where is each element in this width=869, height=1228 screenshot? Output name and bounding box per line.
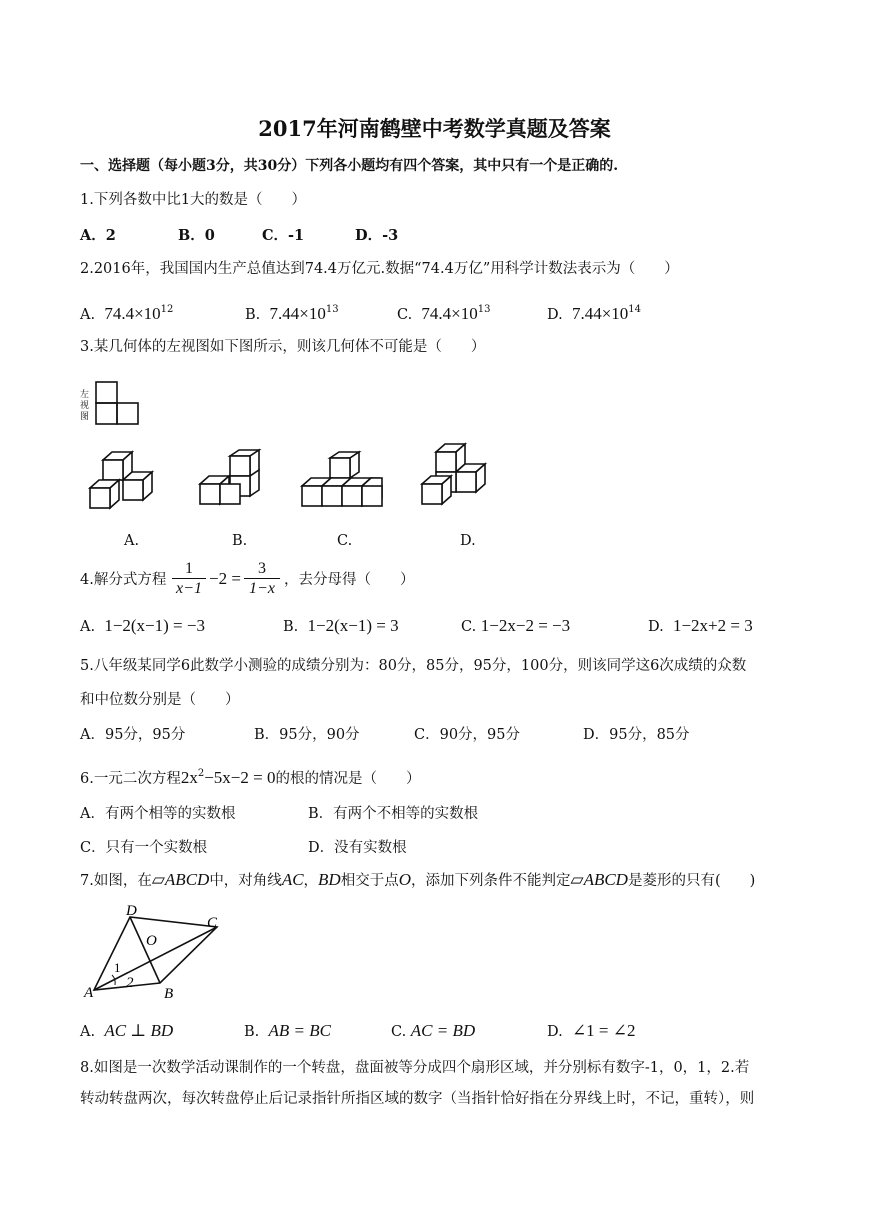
- q2-option-d: [547, 301, 641, 324]
- q1-option-b: B．0: [178, 227, 215, 244]
- q7-o: O: [398, 870, 411, 889]
- q7-text-4: ，添加下列条件不能判定: [411, 873, 571, 889]
- q6-eq-exp: 2: [197, 768, 205, 779]
- solid-a-figure: [88, 448, 158, 518]
- q4-option-c: [461, 617, 570, 636]
- q2-d-exp: 14: [628, 304, 642, 315]
- q1-option-a: A．2: [80, 227, 116, 244]
- q2-option-c: [397, 301, 490, 324]
- q4-a-label: A.: [80, 619, 96, 635]
- q7-option-d: [547, 1022, 636, 1041]
- q2-c-value: 74.4×10: [421, 304, 478, 323]
- q7-c-label: C.: [391, 1024, 407, 1040]
- q1-option-c: C．-1: [262, 227, 305, 244]
- question-6-stem: [80, 765, 420, 788]
- q7-abcd-1: ABCD: [164, 870, 210, 889]
- left-view-label: 左视图: [80, 390, 90, 422]
- question-5-stem-line1: 5.八年级某同学6此数学小测验的成绩分别为：80分，85分，95分，100分，则该同学这6次成绩的众数: [80, 658, 747, 674]
- q2-c-exp: 13: [477, 304, 491, 315]
- q4-fraction-1: [172, 560, 206, 599]
- q7-c-value: AC = BD: [410, 1021, 476, 1040]
- q7-ac: AC: [281, 870, 304, 889]
- q2-a-value: 74.4×10: [104, 304, 161, 323]
- q7-option-a: [80, 1022, 173, 1041]
- q7-d-value: ∠1 = ∠2: [571, 1021, 636, 1040]
- q7-comma: ，: [303, 873, 319, 889]
- q4-c-value: 1−2x−2 = −3: [480, 616, 571, 635]
- question-3-stem: 3.某几何体的左视图如下图所示，则该几何体不可能是（ ）: [80, 339, 486, 355]
- solid-d-figure: [420, 440, 495, 520]
- q4-c-label: C.: [461, 619, 477, 635]
- q7-a-value: AC ⊥ BD: [104, 1021, 174, 1040]
- q2-d-value: 7.44×10: [571, 304, 629, 323]
- q6-eq-a: 2x: [180, 768, 198, 787]
- q7-b-label: B.: [244, 1024, 260, 1040]
- point-a-label: A: [84, 985, 94, 1001]
- q2-b-exp: 13: [325, 304, 339, 315]
- q7-option-c: [391, 1022, 475, 1041]
- solid-b-label: B.: [232, 533, 248, 549]
- q4-middle: −2 =: [209, 569, 241, 588]
- question-7-stem: [80, 871, 755, 890]
- solid-a-label: A.: [124, 533, 140, 549]
- q2-a-label: A.: [80, 307, 96, 323]
- angle-1-label: 1: [114, 960, 121, 975]
- solid-c-figure: [300, 448, 390, 518]
- point-c-label: C: [207, 915, 218, 931]
- q2-c-label: C.: [397, 307, 413, 323]
- q4-b-label: B.: [283, 619, 299, 635]
- q4-option-a: [80, 617, 205, 636]
- q7-d-label: D.: [547, 1024, 563, 1040]
- q6-eq-b: −5x−2 = 0: [204, 768, 276, 787]
- q4-d-label: D.: [648, 619, 664, 635]
- point-b-label: B: [164, 986, 174, 1002]
- solid-b-figure: [198, 448, 268, 518]
- solid-d-label: D.: [460, 533, 476, 549]
- q6-stem-post: 的根的情况是（ ）: [275, 771, 421, 787]
- q5-option-b: B．95分，90分: [254, 727, 360, 743]
- q7-text-3: 相交于点: [340, 873, 399, 889]
- page-title: 2017年河南鹤壁中考数学真题及答案: [258, 116, 611, 141]
- point-d-label: D: [126, 903, 137, 919]
- q4-a-value: 1−2(x−1) = −3: [104, 616, 205, 635]
- q2-option-b: [245, 301, 339, 324]
- q7-text-2: 中，对角线: [209, 873, 282, 889]
- q5-option-c: C．90分，95分: [414, 727, 520, 743]
- solid-c-label: C.: [337, 533, 353, 549]
- question-8-line2: 转动转盘两次，每次转盘停止后记录指针所指区域的数字（当指针恰好指在分界线上时，不记，重转），则: [80, 1091, 755, 1107]
- parallelogram-symbol-2: ▱: [570, 870, 584, 889]
- question-2-stem: 2.2016年，我国国内生产总值达到74.4万亿元.数据“74.4万亿”用科学计数法表示为（ ）: [80, 261, 679, 277]
- q6-option-c: C．只有一个实数根: [80, 840, 208, 856]
- q5-option-d: D．95分，85分: [583, 727, 690, 743]
- q4-d-value: 1−2x+2 = 3: [672, 616, 753, 635]
- q6-option-d: D．没有实数根: [308, 840, 407, 856]
- q4-fraction-2: [244, 560, 280, 599]
- q4-b-value: 1−2(x−1) = 3: [307, 616, 399, 635]
- point-o-label: O: [146, 933, 157, 949]
- q6-stem-pre: 6.一元二次方程: [80, 771, 181, 787]
- q7-b-value: AB = BC: [268, 1021, 331, 1040]
- question-1-stem: 1.下列各数中比1大的数是（ ）: [80, 192, 307, 208]
- left-view-figure: [92, 380, 148, 430]
- q4-frac2-num: 3: [244, 560, 280, 579]
- q4-option-b: [283, 617, 399, 636]
- parallelogram-symbol: ▱: [151, 870, 165, 889]
- q2-b-label: B.: [245, 307, 261, 323]
- q7-bd: BD: [318, 870, 341, 889]
- q4-frac1-den: x−1: [176, 580, 202, 597]
- q1-option-d: D．-3: [355, 227, 399, 244]
- q4-frac1-num: 1: [172, 560, 206, 579]
- angle-2-label: 2: [126, 975, 134, 991]
- question-4-stem-post: ，去分母得（ ）: [284, 572, 415, 588]
- q2-d-label: D.: [547, 307, 563, 323]
- q7-text-1: 7.如图，在: [80, 873, 152, 889]
- q2-b-value: 7.44×10: [269, 304, 326, 323]
- section-heading: 一、选择题（每小题3分，共30分）下列各小题均有四个答案，其中只有一个是正确的.: [80, 158, 619, 174]
- q5-option-a: A．95分，95分: [80, 727, 186, 743]
- q2-option-a: [80, 301, 173, 324]
- rhombus-figure: [82, 905, 232, 1000]
- question-8-line1: 8.如图是一次数学活动课制作的一个转盘，盘面被等分成四个扇形区域，并分别标有数字-1，0，1，2.若: [80, 1060, 750, 1076]
- question-4-stem-pre: 4.解分式方程: [80, 572, 167, 588]
- q7-text-5: 是菱形的只有( ): [627, 873, 756, 889]
- q7-abcd-2: ABCD: [583, 870, 628, 889]
- q6-option-b: B．有两个不相等的实数根: [308, 806, 479, 822]
- q2-a-exp: 12: [160, 304, 174, 315]
- q4-option-d: [648, 617, 753, 636]
- q6-option-a: A．有两个相等的实数根: [80, 806, 236, 822]
- q4-frac2-den: 1−x: [249, 580, 275, 597]
- q7-a-label: A.: [80, 1024, 96, 1040]
- q7-option-b: [244, 1022, 331, 1041]
- question-5-stem-line2: 和中位数分别是（ ）: [80, 692, 240, 708]
